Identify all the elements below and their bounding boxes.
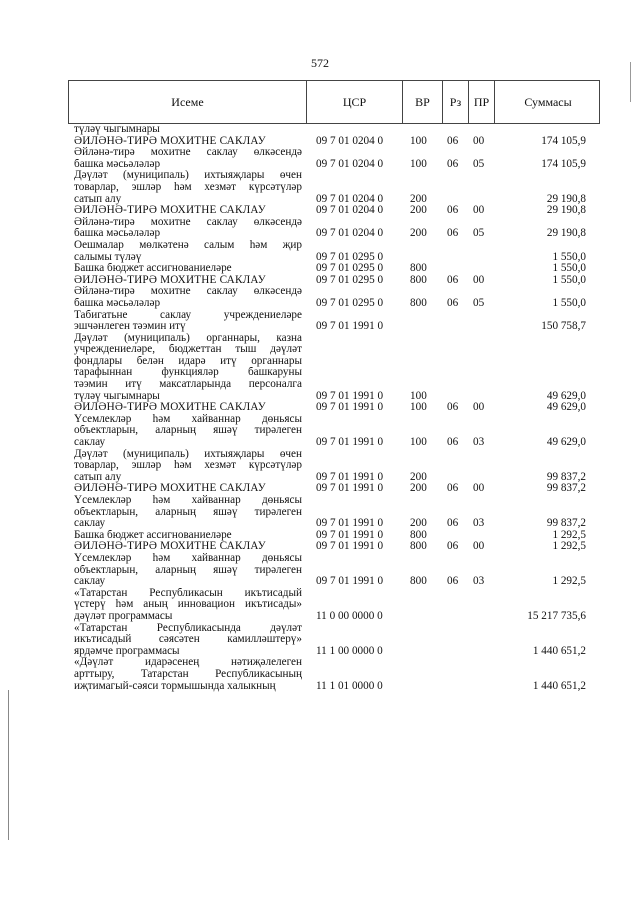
row-name: [74, 147, 302, 170]
row-rz: 06: [447, 540, 459, 553]
row-name-line: эшчәнлеген тәэмин итү: [74, 321, 186, 333]
table-row: [0, 588, 640, 623]
row-name-line: иҗтимагый-сәяси тормышында халыкның: [74, 680, 276, 692]
header-sum: Суммасы: [524, 94, 572, 109]
table-row: [0, 483, 640, 495]
row-rz: 06: [447, 204, 459, 217]
row-vr: 800: [410, 273, 427, 286]
row-pr: 00: [473, 273, 485, 286]
row-pr: 00: [473, 482, 485, 495]
row-name: [74, 240, 302, 263]
row-name: [74, 286, 302, 309]
row-name-line: товарлар, эшләр һәм хезмәт күрсәтүләр: [74, 460, 302, 472]
row-name-line: башка мәсьәләләр: [74, 158, 161, 170]
table-row: [0, 553, 640, 588]
row-name-line: ӘЙЛӘНӘ-ТИРӘ МОХИТНЕ САКЛАУ: [74, 274, 266, 286]
row-sum: 99 837,2: [546, 482, 586, 495]
row-name-line: Дәүләт (муниципаль) органнары, казна: [74, 332, 302, 344]
row-vr: 800: [410, 296, 427, 309]
table-header: [68, 80, 600, 124]
header-vr: ВР: [403, 81, 443, 123]
row-csr: 09 7 01 1991 0: [316, 436, 384, 449]
row-sum: 99 837,2: [546, 470, 586, 483]
row-rz: 06: [447, 227, 459, 240]
row-sum: 29 190,8: [546, 227, 586, 240]
table-row: [0, 623, 640, 658]
row-name-line: саклау: [74, 518, 106, 530]
row-name-line: Әйләнә-тирә мохитне саклау өлкәсендә: [74, 147, 302, 159]
row-name-line: сатып алу: [74, 193, 122, 205]
table-row: [0, 402, 640, 414]
row-csr: 09 7 01 1991 0: [316, 528, 384, 541]
row-name-line: Оешмалар мөлкәтенә салым һәм җир: [74, 239, 302, 251]
row-name: [74, 495, 302, 530]
row-name: [74, 483, 302, 495]
row-pr: 05: [473, 227, 485, 240]
row-name-line: үстерү һәм аның инновацион икътисады»: [74, 599, 302, 611]
table-row: [0, 657, 640, 692]
row-sum: 49 629,0: [546, 401, 586, 414]
row-pr: 00: [473, 540, 485, 553]
row-rz: 06: [447, 157, 459, 170]
row-pr: 00: [473, 204, 485, 217]
row-vr: 200: [410, 227, 427, 240]
row-csr: 09 7 01 0204 0: [316, 134, 384, 147]
row-name-line: Дәүләт (муниципаль) ихтыяҗлары өчен: [74, 170, 302, 182]
table-row: [0, 541, 640, 553]
header-csr: ЦСР: [307, 81, 403, 123]
header-name: Исеме: [69, 81, 307, 123]
row-vr: 200: [410, 517, 427, 530]
row-name-line: фондлары белән идарә итү органнары: [74, 355, 302, 367]
row-name-line: учреждениеләре, бюджеттан тыш дәүләт: [74, 344, 302, 356]
row-vr: 200: [410, 204, 427, 217]
row-csr: 09 7 01 0295 0: [316, 250, 384, 263]
row-sum: 49 629,0: [546, 436, 586, 449]
row-sum: 1 550,0: [552, 273, 586, 286]
table-row: [0, 124, 640, 136]
row-csr: 09 7 01 0295 0: [316, 273, 384, 286]
row-vr: 100: [410, 157, 427, 170]
row-csr: 11 1 00 0000 0: [316, 644, 383, 657]
row-name: [74, 530, 302, 542]
row-name-line: Әйләнә-тирә мохитне саклау өлкәсендә: [74, 286, 302, 298]
row-csr: 09 7 01 1991 0: [316, 540, 384, 553]
table-row: [0, 240, 640, 263]
row-name-line: «Татарстан Республикасын икътисадый: [74, 587, 302, 599]
row-csr: 09 7 01 0204 0: [316, 227, 384, 240]
row-name: [74, 124, 302, 136]
row-name: [74, 310, 302, 333]
row-name-line: «Татарстан Республикасында дәүләт: [74, 622, 302, 634]
row-csr: 09 7 01 0204 0: [316, 192, 384, 205]
table-row: [0, 205, 640, 217]
row-sum: 15 217 735,6: [527, 610, 586, 623]
row-vr: 800: [410, 262, 427, 275]
table-row: [0, 147, 640, 170]
row-sum: 174 105,9: [541, 157, 586, 170]
row-vr: 100: [410, 389, 427, 402]
row-name-line: арттыру, Татарстан Республикасының: [74, 669, 302, 681]
row-name-line: «Дәүләт идарәсенең нәтиҗәлелеген: [74, 657, 302, 669]
row-name-line: ӘЙЛӘНӘ-ТИРӘ МОХИТНЕ САКЛАУ: [74, 205, 266, 217]
row-sum: 1 292,5: [552, 540, 586, 553]
row-name-line: Үсемлекләр һәм хайваннар дөньясы: [74, 553, 302, 565]
header-rz: Рз: [443, 81, 469, 123]
row-vr: 200: [410, 192, 427, 205]
row-csr: 09 7 01 0295 0: [316, 296, 384, 309]
row-name-line: Башка бюджет ассигнованиеләре: [74, 529, 232, 541]
row-sum: 1 292,5: [552, 575, 586, 588]
row-name-line: икътисадый сәясәтен камилләштерү»: [74, 634, 302, 646]
row-name-line: тарафыннан функцияләр башкаруны: [74, 367, 302, 379]
row-pr: 05: [473, 296, 485, 309]
row-name-line: салымы түләү: [74, 251, 142, 263]
row-csr: 09 7 01 1991 0: [316, 482, 384, 495]
row-name-line: башка мәсьәләләр: [74, 228, 161, 240]
row-name: [74, 333, 302, 403]
table-row: [0, 217, 640, 240]
row-csr: 09 7 01 1991 0: [316, 320, 384, 333]
scan-edge-mark: [630, 62, 631, 102]
row-name: [74, 263, 302, 275]
row-csr: 11 0 00 0000 0: [316, 610, 383, 623]
row-name-line: түләү чыгымнары: [74, 390, 160, 402]
table-body: [0, 124, 640, 692]
scan-edge-line: [8, 690, 9, 840]
row-name-line: ӘЙЛӘНӘ-ТИРӘ МОХИТНЕ САКЛАУ: [74, 135, 266, 147]
row-name-line: Дәүләт (муниципаль) ихтыяҗлары өчен: [74, 448, 302, 460]
row-pr: 00: [473, 401, 485, 414]
table-row: [0, 310, 640, 333]
row-pr: 03: [473, 517, 485, 530]
row-name: [74, 623, 302, 658]
table-row: [0, 275, 640, 287]
row-sum: 1 550,0: [552, 262, 586, 275]
row-name-line: Башка бюджет ассигнованиеләре: [74, 263, 232, 275]
row-sum: 49 629,0: [546, 389, 586, 402]
row-name: [74, 275, 302, 287]
row-name-line: сатып алу: [74, 471, 122, 483]
row-name: [74, 217, 302, 240]
row-sum: 1 550,0: [552, 250, 586, 263]
row-name: [74, 136, 302, 148]
row-csr: 09 7 01 1991 0: [316, 401, 384, 414]
table-row: [0, 170, 640, 205]
row-sum: 29 190,8: [546, 192, 586, 205]
row-sum: 1 550,0: [552, 296, 586, 309]
row-pr: 00: [473, 134, 485, 147]
row-vr: 100: [410, 436, 427, 449]
row-name: [74, 541, 302, 553]
row-name: [74, 657, 302, 692]
row-name-line: дәүләт программасы: [74, 611, 173, 623]
row-name: [74, 402, 302, 414]
row-name-line: башка мәсьәләләр: [74, 297, 161, 309]
row-name-line: ӘЙЛӘНӘ-ТИРӘ МОХИТНЕ САКЛАУ: [74, 541, 266, 553]
row-name-line: товарлар, эшләр һәм хезмәт күрсәтүләр: [74, 181, 302, 193]
row-rz: 06: [447, 517, 459, 530]
row-name: [74, 170, 302, 205]
row-csr: 09 7 01 0204 0: [316, 204, 384, 217]
row-csr: 09 7 01 1991 0: [316, 470, 384, 483]
row-name-line: ярдәмче программасы: [74, 645, 180, 657]
row-rz: 06: [447, 482, 459, 495]
row-vr: 800: [410, 575, 427, 588]
row-csr: 11 1 01 0000 0: [316, 679, 383, 692]
row-rz: 06: [447, 273, 459, 286]
row-name: [74, 414, 302, 449]
row-name-line: саклау: [74, 576, 106, 588]
row-pr: 03: [473, 436, 485, 449]
row-sum: 1 440 651,2: [532, 644, 586, 657]
row-name-line: объектларын, аларның яшәү тирәлеген: [74, 506, 302, 518]
row-name-line: тәэмин итү максатларында персоналга: [74, 379, 302, 391]
row-rz: 06: [447, 296, 459, 309]
row-name: [74, 449, 302, 484]
row-sum: 1 440 651,2: [532, 679, 586, 692]
row-name-line: Әйләнә-тирә мохитне саклау өлкәсендә: [74, 216, 302, 228]
row-vr: 800: [410, 528, 427, 541]
row-name: [74, 588, 302, 623]
row-name-line: саклау: [74, 437, 106, 449]
table-row: [0, 414, 640, 449]
table-row: [0, 333, 640, 403]
row-sum: 29 190,8: [546, 204, 586, 217]
row-rz: 06: [447, 134, 459, 147]
row-name-line: Үсемлекләр һәм хайваннар дөньясы: [74, 413, 302, 425]
header-pr: ПР: [469, 81, 495, 123]
row-vr: 100: [410, 401, 427, 414]
row-rz: 06: [447, 401, 459, 414]
table-row: [0, 449, 640, 484]
row-name-line: түләү чыгымнары: [74, 124, 160, 135]
row-sum: 150 758,7: [541, 320, 586, 333]
row-vr: 100: [410, 134, 427, 147]
row-name-line: Табигатьне саклау учреждениеләре: [74, 309, 302, 321]
table-row: [0, 263, 640, 275]
row-sum: 99 837,2: [546, 517, 586, 530]
row-rz: 06: [447, 436, 459, 449]
row-name: [74, 205, 302, 217]
page-number: 572: [311, 56, 329, 70]
row-rz: 06: [447, 575, 459, 588]
row-name-line: ӘЙЛӘНӘ-ТИРӘ МОХИТНЕ САКЛАУ: [74, 483, 266, 495]
row-name: [74, 553, 302, 588]
row-sum: 1 292,5: [552, 528, 586, 541]
table-row: [0, 286, 640, 309]
row-csr: 09 7 01 1991 0: [316, 517, 384, 530]
row-pr: 03: [473, 575, 485, 588]
row-name-line: Үсемлекләр һәм хайваннар дөньясы: [74, 495, 302, 507]
row-sum: 174 105,9: [541, 134, 586, 147]
table-row: [0, 136, 640, 148]
row-csr: 09 7 01 0295 0: [316, 262, 384, 275]
row-vr: 200: [410, 470, 427, 483]
row-csr: 09 7 01 1991 0: [316, 575, 384, 588]
row-vr: 800: [410, 540, 427, 553]
row-pr: 05: [473, 157, 485, 170]
row-name-line: ӘЙЛӘНӘ-ТИРӘ МОХИТНЕ САКЛАУ: [74, 402, 266, 414]
row-csr: 09 7 01 1991 0: [316, 389, 384, 402]
table-row: [0, 495, 640, 530]
row-csr: 09 7 01 0204 0: [316, 157, 384, 170]
row-name-line: объектларын, аларның яшәү тирәлеген: [74, 425, 302, 437]
row-name-line: объектларын, аларның яшәү тирәлеген: [74, 564, 302, 576]
row-vr: 200: [410, 482, 427, 495]
